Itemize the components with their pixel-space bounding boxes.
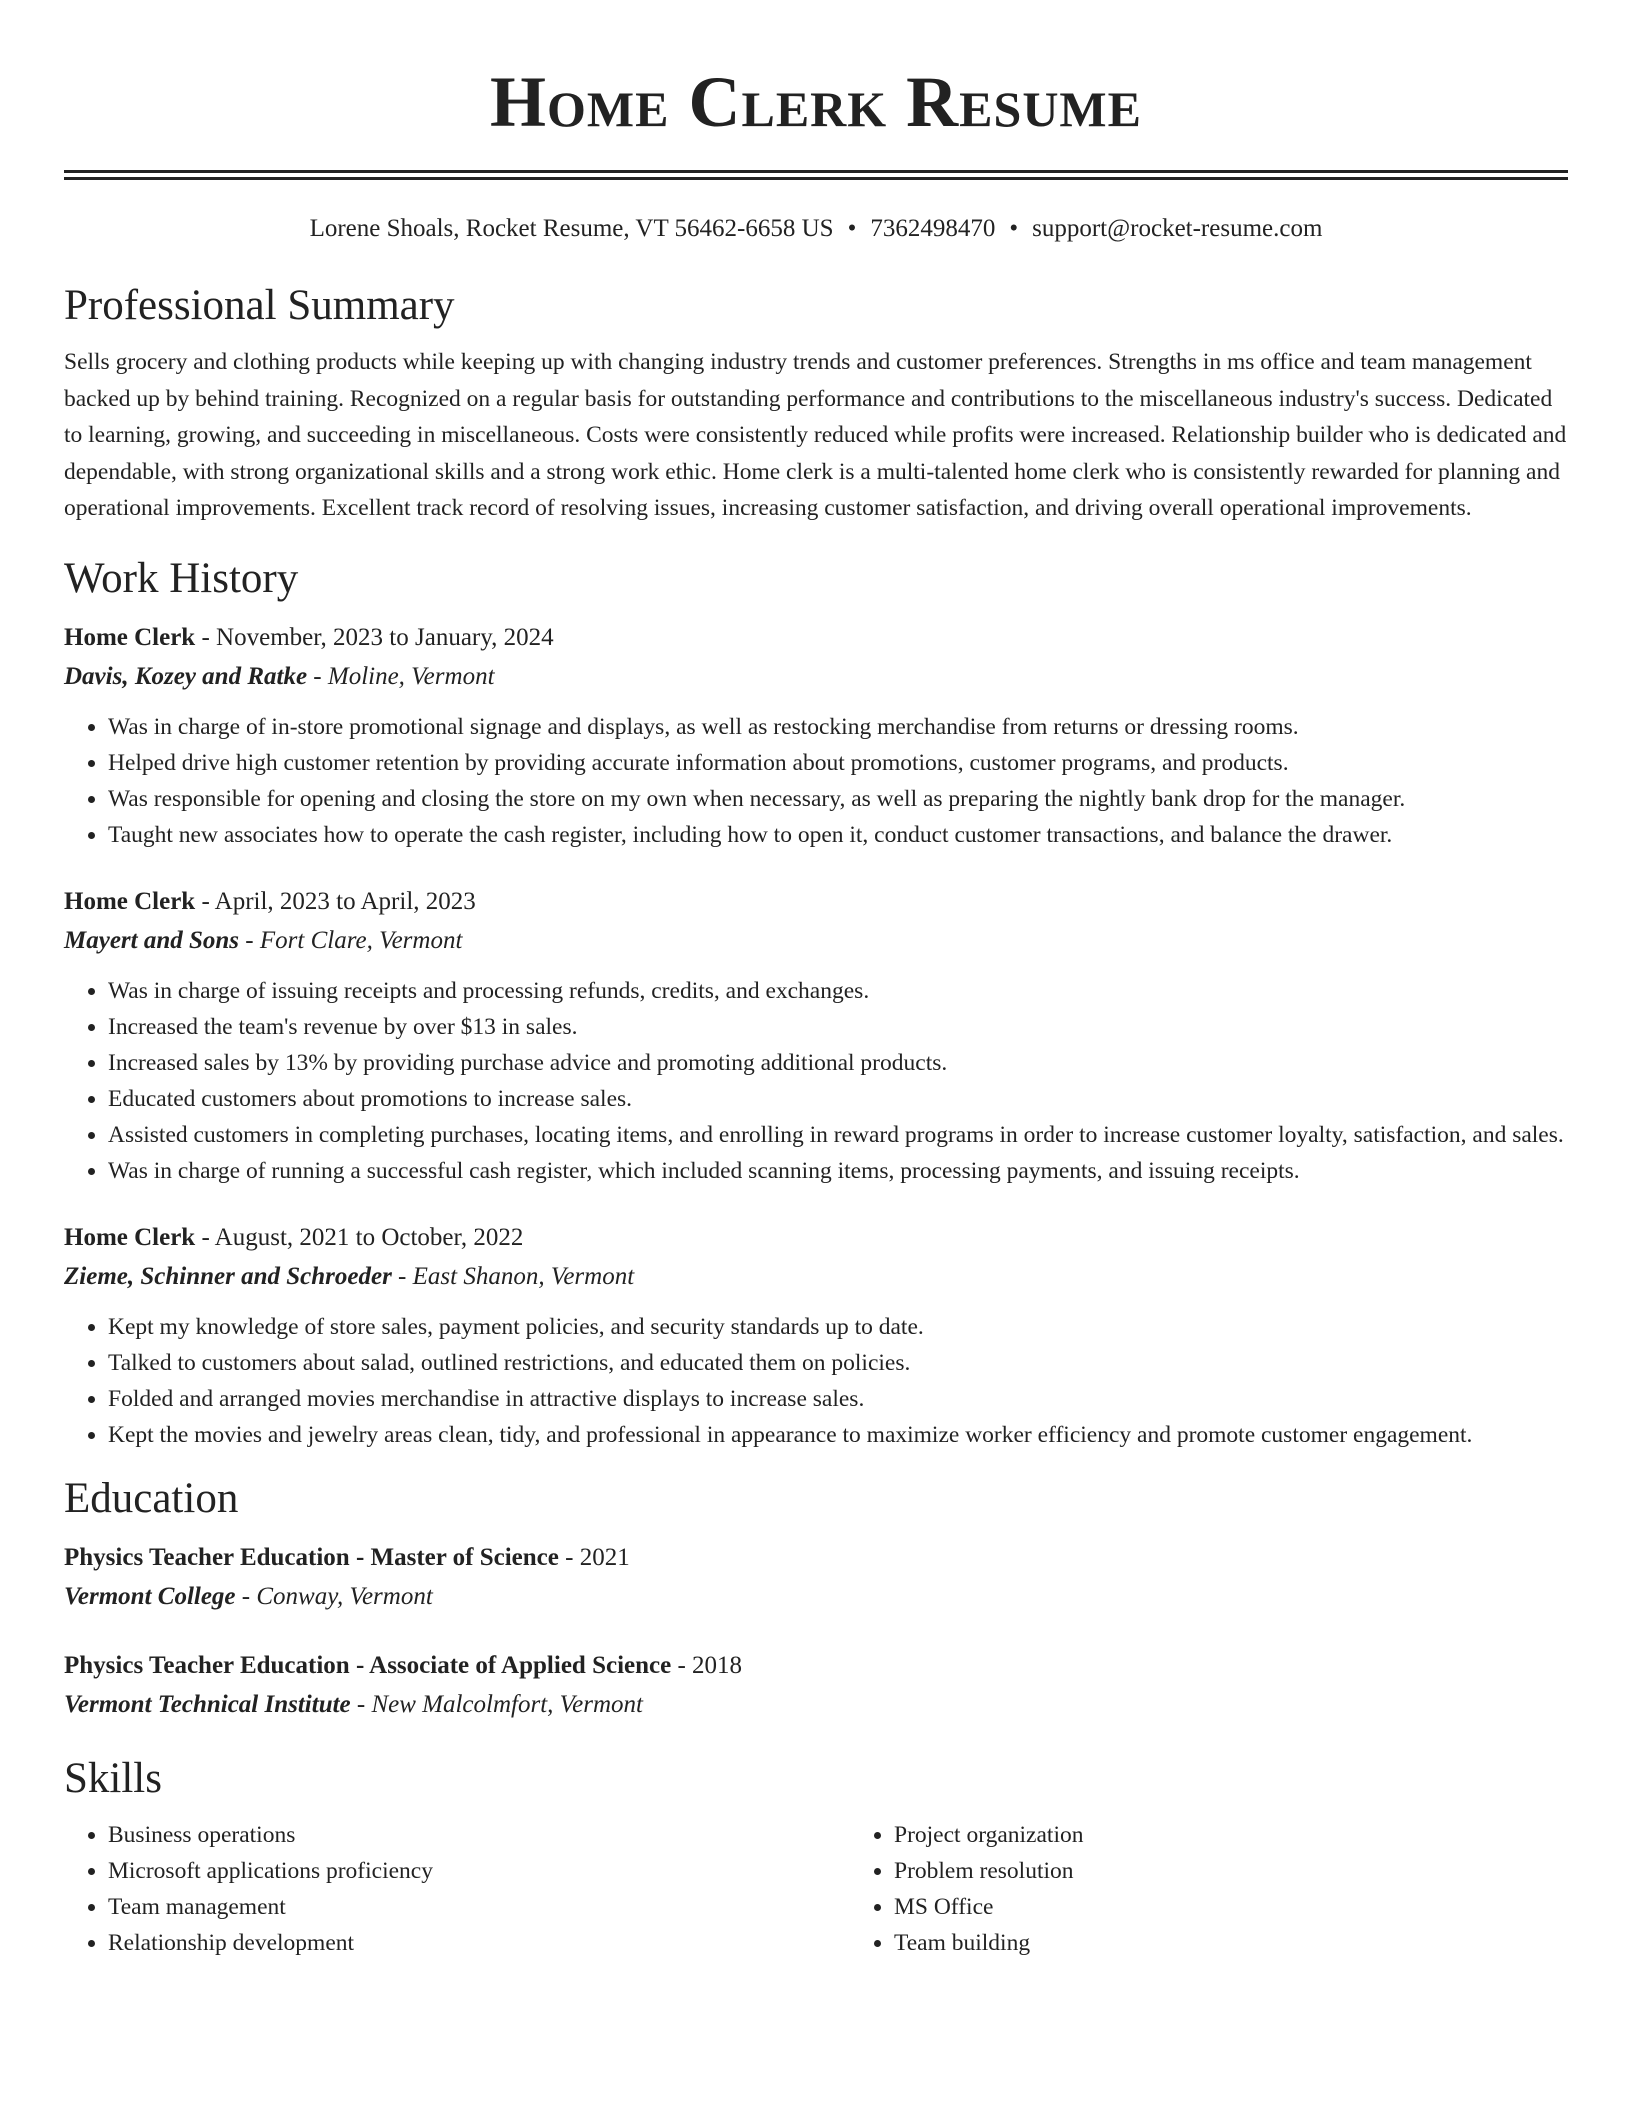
resume-title: Home Clerk Resume (490, 62, 1142, 142)
job-bullet: • Was responsible for opening and closing the store on my own when necessary, as well as preparing the nightly bank drop for the manager. (108, 781, 1568, 817)
job-location: - East Shanon, Vermont (391, 1262, 635, 1290)
work-history-section (64, 553, 1568, 1453)
job-bullet: • Assisted customers in completing purchases, locating items, and enrolling in reward programs in order to increase customer loyalty, satisfaction, and sales. (108, 1117, 1568, 1153)
job-bullet: • Kept the movies and jewelry areas clean, tidy, and professional in appearance to maximize worker efficiency and promote customer engagement. (108, 1417, 1568, 1453)
job-bullet: • Talked to customers about salad, outlined restrictions, and educated them on policies. (108, 1345, 1568, 1381)
title-double-rule (64, 170, 1568, 180)
job-company-line (64, 921, 1568, 961)
skill-item: • Problem resolution (894, 1853, 1568, 1889)
summary-heading: Professional Summary (64, 282, 455, 329)
education-section (64, 1473, 1568, 1725)
skills-right-list (850, 1817, 1568, 1961)
job-title: Home Clerk (64, 1223, 196, 1251)
job-bullets (64, 973, 1568, 1189)
school: Vermont Technical Institute (64, 1690, 351, 1718)
job-location: - Moline, Vermont (307, 662, 495, 690)
job-bullet: • Kept my knowledge of store sales, payment policies, and security standards up to date. (108, 1309, 1568, 1345)
degree: Physics Teacher Education - Master of Science (64, 1543, 559, 1571)
skill-item: • Microsoft applications proficiency (108, 1853, 850, 1889)
job-bullet: • Educated customers about promotions to increase sales. (108, 1081, 1568, 1117)
job-dates: - April, 2023 to April, 2023 (195, 887, 476, 915)
job-company: Mayert and Sons (64, 926, 240, 954)
job-company: Davis, Kozey and Ratke (64, 662, 308, 690)
degree-year: - 2021 (558, 1543, 630, 1571)
skills-left-list (64, 1817, 850, 1961)
skill-item: • Project organization (894, 1817, 1568, 1853)
job-title-line (64, 883, 1568, 921)
contact-separator: • (1009, 215, 1019, 242)
skill-item: • Relationship development (108, 1925, 850, 1961)
job-location: - Fort Clare, Vermont (239, 926, 463, 954)
job-bullet: • Was in charge of issuing receipts and processing refunds, credits, and exchanges. (108, 973, 1568, 1009)
skill-item: • Business operations (108, 1817, 850, 1853)
degree-line (64, 1539, 1568, 1577)
education-heading: Education (64, 1474, 239, 1522)
job-title: Home Clerk (64, 887, 196, 915)
degree: Physics Teacher Education - Associate of Applied Science (64, 1651, 672, 1679)
job-bullet: • Was in charge of running a successful cash register, which included scanning items, processing payments, and issuing receipts. (108, 1153, 1568, 1189)
skills-section (64, 1753, 1568, 1961)
work-history-heading: Work History (64, 554, 299, 602)
contact-email: support@rocket-resume.com (1032, 215, 1323, 242)
skill-item: • Team management (108, 1889, 850, 1925)
education-entry (64, 1647, 1568, 1725)
job-bullets (64, 1309, 1568, 1453)
job-bullet: • Increased the team's revenue by over $13 in sales. (108, 1009, 1568, 1045)
job-dates: - August, 2021 to October, 2022 (195, 1223, 524, 1251)
job-bullet: • Was in charge of in-store promotional signage and displays, as well as restocking merchandise from returns or dressing rooms. (108, 709, 1568, 745)
job-bullet: • Taught new associates how to operate the cash register, including how to open it, conduct customer transactions, and balance the drawer. (108, 817, 1568, 853)
job-entry (64, 1219, 1568, 1453)
degree-line (64, 1647, 1568, 1685)
job-title-line (64, 619, 1568, 657)
job-entry (64, 619, 1568, 853)
job-bullet: • Increased sales by 13% by providing purchase advice and promoting additional products. (108, 1045, 1568, 1081)
job-bullets (64, 709, 1568, 853)
education-entry (64, 1539, 1568, 1617)
skill-item: • Team building (894, 1925, 1568, 1961)
job-company-line (64, 657, 1568, 697)
job-bullet: • Folded and arranged movies merchandise in attractive displays to increase sales. (108, 1381, 1568, 1417)
school: Vermont College (64, 1582, 236, 1610)
school-location: - Conway, Vermont (235, 1582, 433, 1610)
school-line (64, 1685, 1568, 1725)
job-entry (64, 883, 1568, 1189)
skills-columns (64, 1817, 1568, 1961)
skill-item: • MS Office (894, 1889, 1568, 1925)
job-bullet: • Helped drive high customer retention by providing accurate information about promotions, customer programs, and products. (108, 745, 1568, 781)
school-line (64, 1577, 1568, 1617)
contact-line (64, 214, 1568, 244)
summary-section (64, 280, 1568, 527)
contact-separator: • (847, 215, 857, 242)
degree-year: - 2018 (671, 1651, 743, 1679)
contact-phone: 7362498470 (870, 215, 996, 242)
summary-text: Sells grocery and clothing products while keeping up with changing industry trends and customer preferences. Strengths in ms office and team management backed up by behind training. Recognized on a regular basis for outstanding performance and contributions to the miscellaneous industry's success. Dedicated to learning, growing, and succeeding in miscellaneous. Costs were consistently reduced while profits were increased. Relationship builder who is dedicated and dependable, with strong organizational skills and a strong work ethic. Home clerk is a multi-talented home clerk who is consistently rewarded for planning and operational improvements. Excellent track record of resolving issues, increasing customer satisfaction, and driving overall operational improvements. (64, 349, 1567, 521)
job-company: Zieme, Schinner and Schroeder (64, 1262, 392, 1290)
skills-heading: Skills (64, 1754, 162, 1802)
school-location: - New Malcolmfort, Vermont (350, 1690, 643, 1718)
job-title: Home Clerk (64, 623, 196, 651)
contact-address: Lorene Shoals, Rocket Resume, VT 56462-6658 US (309, 215, 834, 242)
job-title-line (64, 1219, 1568, 1257)
job-company-line (64, 1257, 1568, 1297)
job-dates: - November, 2023 to January, 2024 (195, 623, 554, 651)
